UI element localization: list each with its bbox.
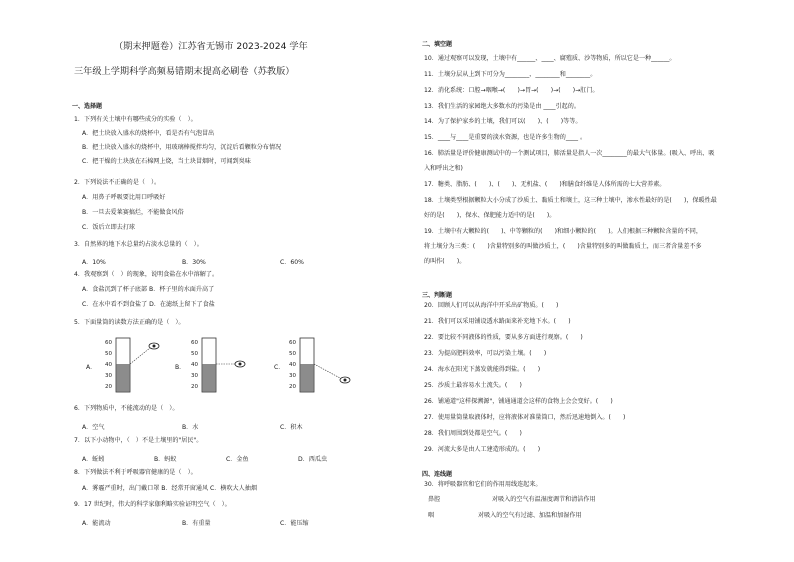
fig-label-c: C． [274,364,285,371]
tick-30: 30 [289,373,296,379]
fig-label-a: A． [86,364,97,371]
question-3: 3．自然界的地下水总量约占淡水总量的（ ）。 [74,241,203,248]
q3-option-a: A．10% [82,259,106,266]
match-right-1: 对吸入的空气有温湿度调节和清洁作用 [492,496,596,503]
question-30: 30．将呼吸器官和它们的作用用线连起来。 [424,481,542,488]
tick-40: 40 [191,362,198,368]
q7-option-c: C．金鱼 [226,456,249,463]
question-25: 25．沙质土最容易水土流失。( ) [424,382,522,389]
question-18-line-2: 好的是( )，保水、保肥能力适中的是( )。 [424,212,556,219]
question-28: 28．我们周围到处都是空气。( ) [424,430,522,437]
question-19-line-3: 的叫作( )。 [424,258,466,265]
question-22: 22．要比较不同液体的性质，要从多方面进行观察。( ) [424,334,583,341]
tick-20: 20 [191,384,198,390]
tick-20: 20 [105,384,112,390]
question-9: 9．17 世纪时，伟大的科学家伽利略实验证明空气（ ）。 [74,501,231,508]
question-2: 2．下列说法不正确的是（ ）。 [74,179,161,186]
tick-50: 50 [105,351,112,357]
question-12: 12．消化系统：口腔→咽喉→( )→胃→( )→( )→肛门。 [424,87,599,94]
tick-40: 40 [289,362,296,368]
section-match-heading: 四、连线题 [422,471,453,478]
tick-20: 20 [289,384,296,390]
question-23: 23．为提高肥料效率，可以污染土壤。( ) [424,350,547,357]
question-11: 11．土壤分层从上到下可分为________、________和________。 [424,71,597,78]
cylinder-figure-c [288,336,354,396]
section-judge-heading: 三、判断题 [422,292,453,299]
question-10: 10．通过观察可以发现，土壤中有______、____、腐殖质、沙等物质，所以它是一种______。 [424,55,676,62]
question-15: 15．____与____是重要的淡水资源，也是许多生物的____ 。 [424,134,587,141]
cylinder-figure-a [104,336,164,396]
question-29: 29．河流大多是由人工建造形成的。( ) [424,446,541,453]
question-20: 20．回顾人们可以从海洋中开采出矿物质。( ) [424,302,559,309]
tick-60: 60 [289,340,296,346]
question-14: 14．为了保护家乡的土壤，我们可以( )、( )等等。 [424,118,582,125]
question-13: 13．我们生活的家园绝大多数水的污染是由 ____引起的。 [424,103,580,110]
match-left-nose: 鼻腔 [428,496,441,503]
section-choice-heading: 一、选择题 [72,103,103,110]
q7-option-d: D．西瓜虫 [298,456,328,463]
q2-option-b: B．一旦去爱莱赛搞烂，不能做食风俗 [82,209,184,216]
fig-label-b: B． [175,364,186,371]
q6-option-c: C．积木 [280,424,303,431]
tick-30: 30 [191,373,198,379]
question-27: 27．使用量筒量取液体时，应将液体对准量筒口，然后迅速地倒入。( ) [424,414,626,421]
q7-option-b: B．蚂蚁 [154,456,177,463]
question-18-line-1: 18．土壤类型根据颗粒大小分成了沙质土、黏质土和壤土，这三种土壤中，渗水性最好的是( )，保暖性最 [424,197,717,204]
question-21: 21．我们可以采用铺设透水路面来补充地下水。( ) [424,318,571,325]
tick-60: 60 [105,340,112,346]
q6-option-b: B．水 [182,424,199,431]
title-line-2: 三年级上学期科学高频易错期末提高必刷卷（苏教版） [74,66,295,77]
q7-options [82,454,382,462]
question-4: 4．我观察到（ ）的现象，说明食盐在水中溶解了。 [74,271,219,278]
tick-30: 30 [105,373,112,379]
q1-option-c: C．把干燥的土块放在石棉网上烧，当土块冒烟时，可闻到臭味 [82,158,251,165]
title-line-1: （期末押题卷）江苏省无锡市 2023-2024 学年 [114,41,308,52]
tick-60: 60 [191,340,198,346]
question-8: 8．下列做法不利于呼吸器官健康的是（ ）。 [74,469,197,476]
match-left-throat: 咽 [428,512,435,519]
q2-option-a: A．用鼻子呼吸要比用口呼吸好 [82,194,166,201]
section-fill-heading: 二、填空题 [422,41,453,48]
question-16-line-1: 16．肺活量是评价健康测试中的一个测试项目，肺活量是指人一次________的最大气体量。(吸入、呼出、吸 [424,150,715,157]
tick-50: 50 [191,351,198,357]
q7-option-a: A．蚯蚓 [82,456,105,463]
question-17: 17．糖类、脂肪、( )、( )、无机盐、( )和膳食纤维是人体所需的七大营养素。 [424,181,666,188]
q2-option-c: C．饭后立即去打球 [82,224,136,231]
q9-options [82,518,382,526]
q1-option-b: B．把土块放入盛水的烧杯中，用玻璃棒搅拌均匀，沉淀后看颗粒分布情况 [82,144,282,151]
question-6: 6．下列物质中，不能流动的是（ ）。 [74,405,179,412]
q6-option-a: A．空气 [82,424,105,431]
q3-option-b: B．30% [182,259,206,266]
q9-option-a: A．能流动 [82,520,111,527]
question-1: 1．下列有关土壤中有哪些成分的实验（ ）。 [74,116,197,123]
q8-options: A．雾霾严重时，出门戴口罩 B．经常开窗通风 C．横吹大人抽烟 [82,485,257,492]
question-5: 5．下面量筒的读数方法正确的是（ ）。 [74,319,185,326]
q1-option-a: A．把土块放入盛水的烧杯中，看是否有气泡冒出 [82,130,215,137]
question-19-line-1: 19．土壤中有大颗粒的( )、中等颗粒的( )和细小颗粒的( )。人们根据三种颗粒含量的不同， [424,228,702,235]
question-24: 24．海水在阳光下蒸发就能得到盐。( ) [424,366,541,373]
tick-50: 50 [289,351,296,357]
question-26: 26．铺通道"这样探溯源"，铺通通道会这样的食物上会会变好。( ) [424,398,613,405]
match-right-2: 对吸入的空气有过滤、加温和加湿作用 [478,512,582,519]
question-7: 7．以下小动物中，（ ）不是土壤里的"居民"。 [74,437,203,444]
cylinder-figure-b [190,336,250,396]
question-16-line-2: 入和呼出之和) [424,165,463,172]
q4-option-a: A．食盐沉到了杯子底部 B．杯子里的水面升高了 [82,286,215,293]
question-19-line-2: 将土壤分为三类：( )含量特别多的叫做沙质土，( )含量特别多的叫做黏质土，而三者含量差不多 [424,243,702,250]
q3-option-c: C．60% [280,259,304,266]
q9-option-c: C．能压缩 [280,520,309,527]
q4-option-b: C．在水中看不到食盐了 D．在滤纸上留下了食盐 [82,301,215,308]
q6-options [82,422,382,430]
q9-option-b: B．有重量 [182,520,211,527]
q3-options [82,257,382,265]
tick-40: 40 [105,362,112,368]
